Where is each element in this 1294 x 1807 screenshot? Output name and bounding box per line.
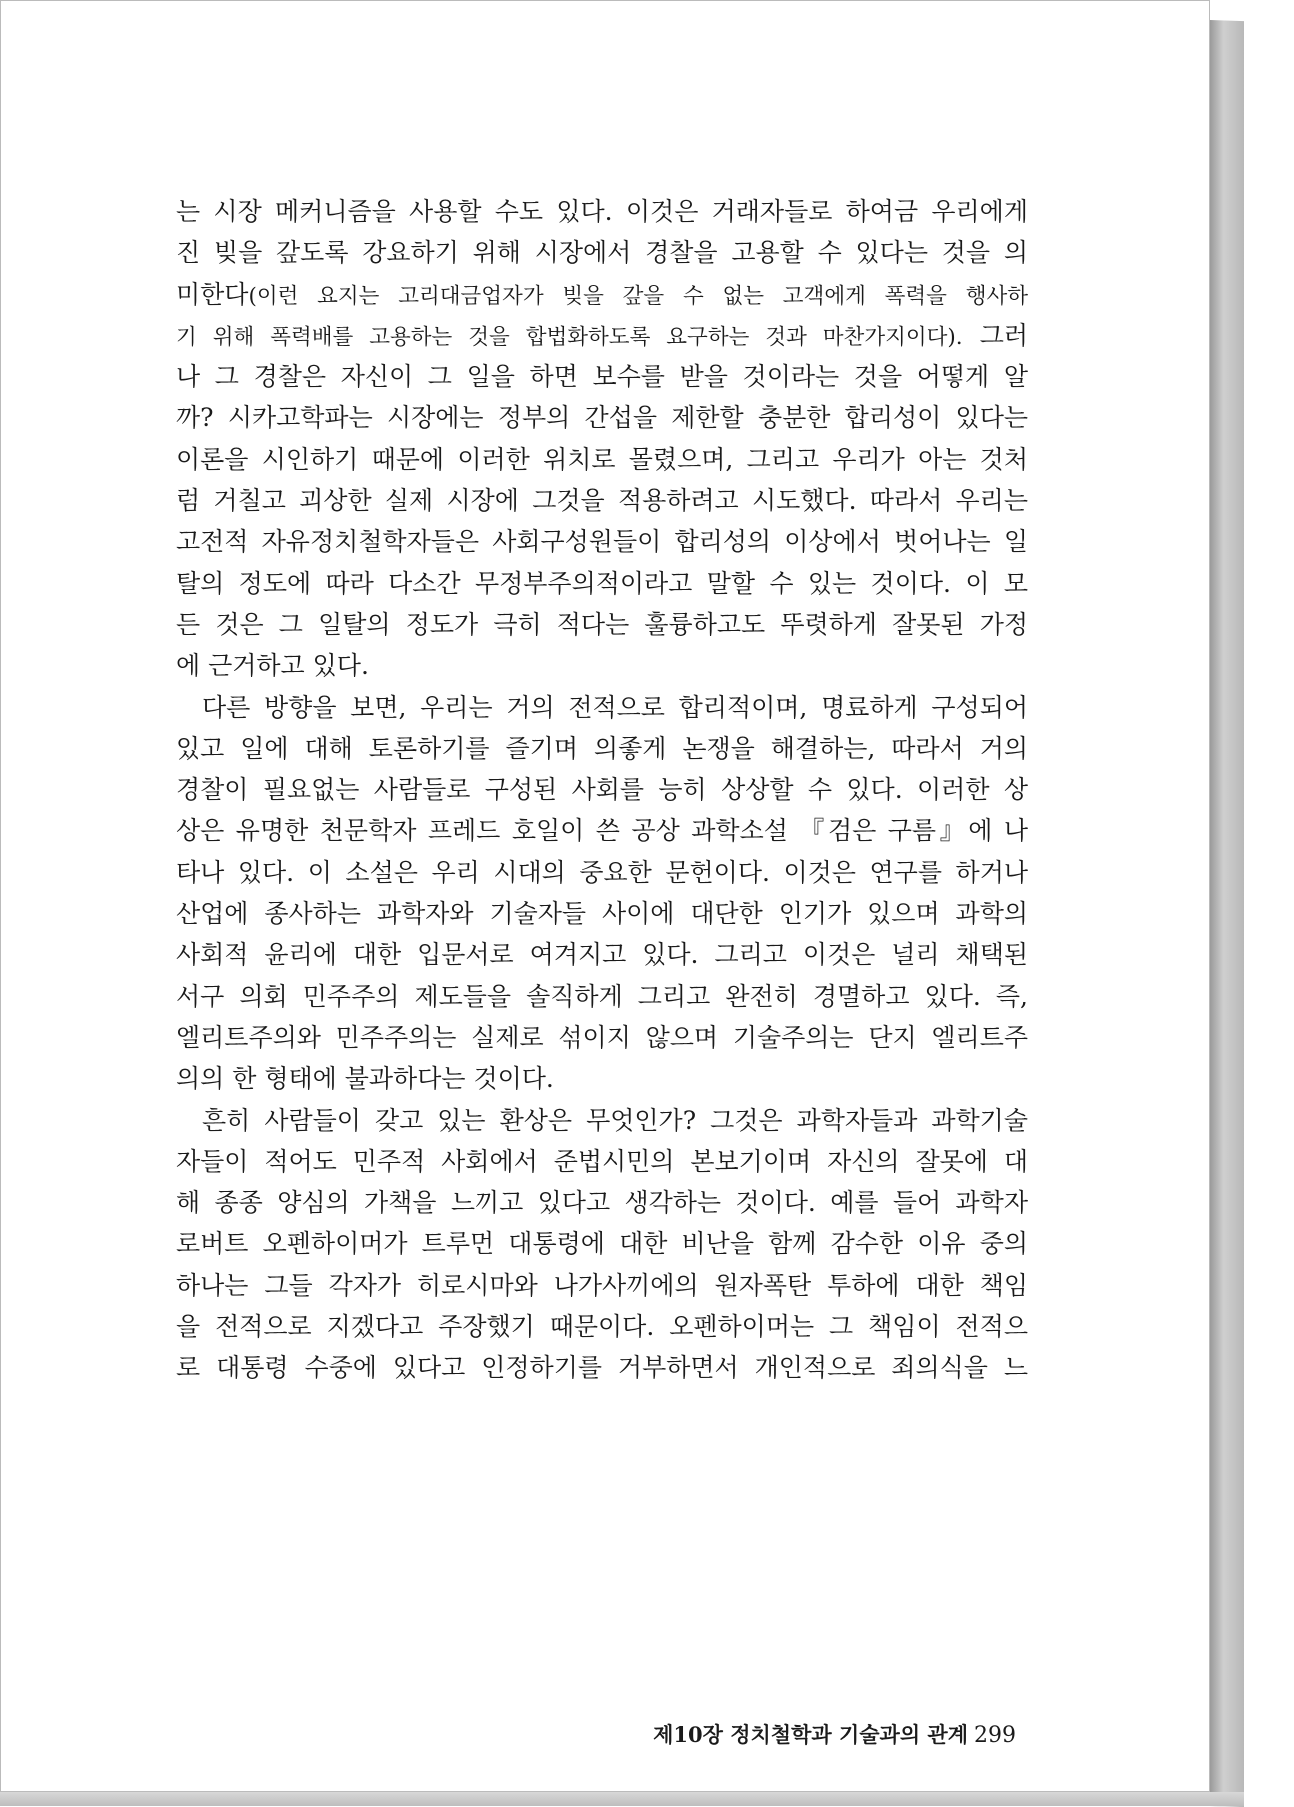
paragraph-first-line: 다른 방향을 보면, 우리는 거의 전적으로 합리적이며, 명료하게 구성되어 — [202, 692, 1028, 722]
text-line: 나 그 경찰은 자신이 그 일을 하면 보수를 받을 것이라는 것을 어떻게 알 — [176, 362, 1028, 392]
text-line: 엘리트주의와 민주주의는 실제로 섞이지 않으며 기술주의는 단지 엘리트주 — [176, 1022, 1028, 1052]
text-line: 진 빚을 갚도록 강요하기 위해 시장에서 경찰을 고용할 수 있다는 것을 의 — [176, 238, 1028, 268]
text-line: 로 대통령 수중에 있다고 인정하기를 거부하면서 개인적으로 죄의식을 느 — [176, 1353, 1028, 1383]
chapter-title: 제10장 정치철학과 기술과의 관계 — [653, 1722, 968, 1747]
text-segment: 그러 — [962, 320, 1028, 350]
text-line: 사회적 윤리에 대한 입문서로 여겨지고 있다. 그리고 이것은 널리 채택된 — [176, 940, 1028, 970]
text-line: 고전적 자유정치철학자들은 사회구성원들이 합리성의 이상에서 벗어나는 일 — [176, 527, 1028, 557]
text-line: 탈의 정도에 따라 다소간 무정부주의적이라고 말할 수 있는 것이다. 이 모 — [176, 568, 1028, 598]
text-line: 럼 거칠고 괴상한 실제 시장에 그것을 적용하려고 시도했다. 따라서 우리는 — [176, 486, 1028, 516]
text-segment: 미한다 — [176, 279, 249, 309]
parenthetical-note: 기 위해 폭력배를 고용하는 것을 합법화하도록 요구하는 것과 마찬가지이다). — [176, 324, 963, 350]
text-line: 로버트 오펜하이머가 트루먼 대통령에 대한 비난을 함께 감수한 이유 중의 — [176, 1229, 1028, 1259]
text-line: 이론을 시인하기 때문에 이러한 위치로 몰렸으며, 그리고 우리가 아는 것처 — [176, 444, 1028, 474]
page-number: 299 — [974, 1723, 1016, 1748]
body-text — [176, 191, 1028, 1389]
text-line — [176, 315, 1028, 356]
text-line: 자들이 적어도 민주적 사회에서 준법시민의 본보기이며 자신의 잘못에 대 — [176, 1146, 1028, 1176]
text-line: 까? 시카고학파는 시장에는 정부의 간섭을 제한할 충분한 합리성이 있다는 — [176, 403, 1028, 433]
text-line: 는 시장 메커니즘을 사용할 수도 있다. 이것은 거래자들로 하여금 우리에게 — [176, 197, 1028, 226]
paragraph-first-line: 흔히 사람들이 갖고 있는 환상은 무엇인가? 그것은 과학자들과 과학기술 — [202, 1105, 1028, 1135]
text-line: 상은 유명한 천문학자 프레드 호일이 쓴 공상 과학소설 『검은 구름』에 나 — [176, 816, 1028, 846]
text-line: 든 것은 그 일탈의 정도가 극히 적다는 훌륭하고도 뚜렷하게 잘못된 가정 — [176, 609, 1028, 639]
text-line: 산업에 종사하는 과학자와 기술자들 사이에 대단한 인기가 있으며 과학의 — [176, 899, 1028, 929]
page-edge-shadow — [1210, 20, 1244, 1807]
text-line: 을 전적으로 지겠다고 주장했기 때문이다. 오펜하이머는 그 책임이 전적으 — [176, 1312, 1028, 1342]
text-line: 경찰이 필요없는 사람들로 구성된 사회를 능히 상상할 수 있다. 이러한 상 — [176, 775, 1028, 805]
page-bottom-edge — [0, 1792, 1244, 1806]
running-footer — [616, 1719, 1016, 1749]
text-line: 있고 일에 대해 토론하기를 즐기며 의좋게 논쟁을 해결하는, 따라서 거의 — [176, 733, 1028, 763]
text-line: 해 종종 양심의 가책을 느끼고 있다고 생각하는 것이다. 예를 들어 과학자 — [176, 1188, 1028, 1218]
text-line: 하나는 그들 각자가 히로시마와 나가사끼에의 원자폭탄 투하에 대한 책임 — [176, 1270, 1028, 1300]
parenthetical-note: (이런 요지는 고리대금업자가 빚을 갚을 수 없는 고객에게 폭력을 행사하 — [248, 283, 1028, 309]
text-line: 타나 있다. 이 소설은 우리 시대의 중요한 문헌이다. 이것은 연구를 하거나 — [176, 857, 1028, 887]
text-line: 서구 의회 민주주의 제도들을 솔직하게 그리고 완전히 경멸하고 있다. 즉, — [176, 981, 1028, 1011]
text-line: 에 근거하고 있다. — [176, 651, 369, 681]
text-line: 의의 한 형태에 불과하다는 것이다. — [176, 1064, 554, 1094]
text-line — [176, 274, 1028, 315]
